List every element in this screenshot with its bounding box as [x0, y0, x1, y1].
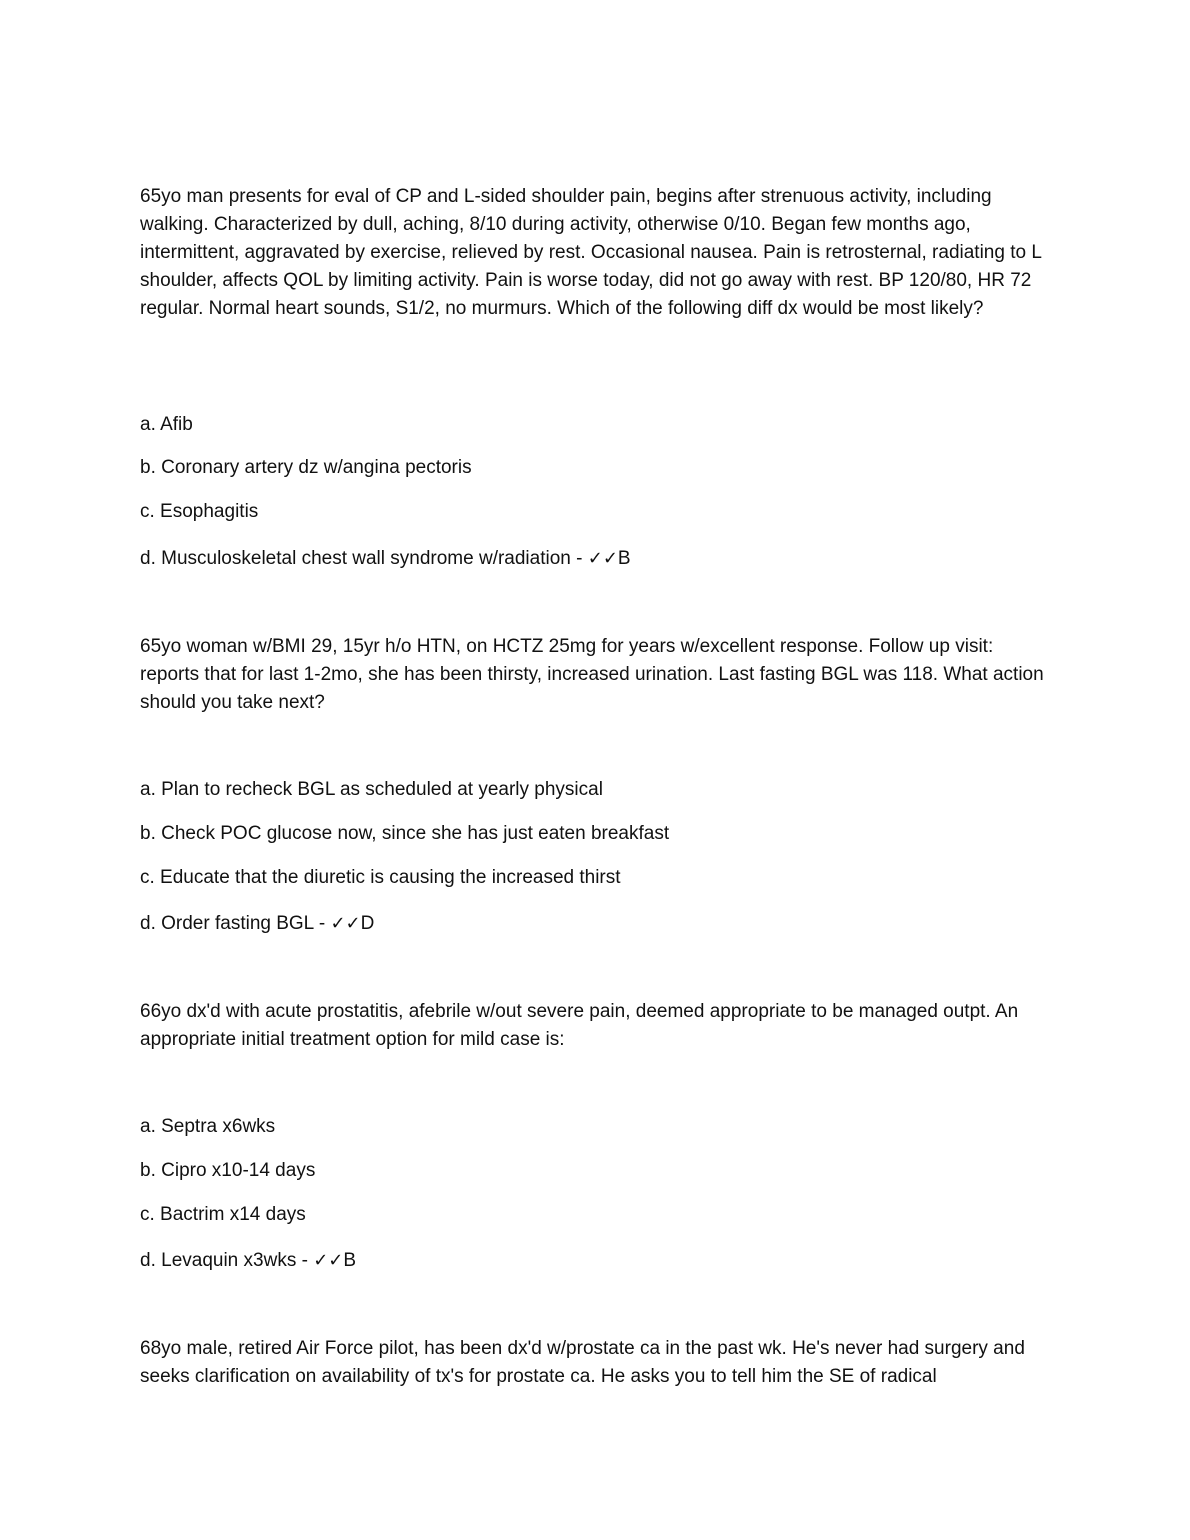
question-1-option-a: a. Afib	[140, 414, 193, 435]
question-2-answer: D	[360, 913, 375, 934]
question-2-option-d	[140, 910, 374, 938]
question-3-answer: B	[343, 1250, 357, 1271]
question-3-stem: 66yo dx'd with acute prostatitis, afebrile w/out severe pain, deemed appropriate to be managed outpt. An appropriate initial treatment option for mild case is:	[140, 1001, 1019, 1050]
checkmark-icon: ✓✓	[587, 548, 618, 569]
question-3-option-c: c. Bactrim x14 days	[140, 1204, 306, 1225]
question-3-option-d	[140, 1247, 356, 1275]
question-1-answer: B	[617, 548, 631, 569]
checkmark-icon: ✓✓	[330, 913, 361, 934]
question-2-stem: 65yo woman w/BMI 29, 15yr h/o HTN, on HCTZ 25mg for years w/excellent response. Follow up visit: reports that for last 1-2mo, she has been thirsty, increased urination. Last fasting BGL was 118. What action should you take next?	[140, 636, 1044, 713]
question-2-option-d-text: d. Order fasting BGL -	[140, 913, 331, 934]
question-2-option-a: a. Plan to recheck BGL as scheduled at yearly physical	[140, 779, 603, 800]
question-1-stem: 65yo man presents for eval of CP and L-sided shoulder pain, begins after strenuous activity, including walking. Characterized by dull, aching, 8/10 during activity, otherwise 0/10. Began few months ago, intermittent, aggravated by exercise, relieved by rest. Occasional nausea. Pain is retrosternal, radiating to L shoulder, affects QOL by limiting activity. Pain is worse today, did not go away with rest. BP 120/80, HR 72 regular. Normal heart sounds, S1/2, no murmurs. Which of the following diff dx would be most likely?	[140, 186, 1042, 319]
question-1-option-d-text: d. Musculoskeletal chest wall syndrome w/radiation -	[140, 548, 588, 569]
question-2-option-b: b. Check POC glucose now, since she has just eaten breakfast	[140, 823, 670, 844]
question-2-option-c: c. Educate that the diuretic is causing the increased thirst	[140, 867, 621, 888]
checkmark-icon: ✓✓	[313, 1250, 344, 1271]
question-3-option-a: a. Septra x6wks	[140, 1116, 276, 1137]
question-1-option-b: b. Coronary artery dz w/angina pectoris	[140, 457, 472, 478]
question-4-stem: 68yo male, retired Air Force pilot, has been dx'd w/prostate ca in the past wk. He's never had surgery and seeks clarification on availability of tx's for prostate ca. He asks you to tell him the SE of radical	[140, 1338, 1025, 1387]
question-1-option-d	[140, 545, 631, 573]
question-3-option-b: b. Cipro x10-14 days	[140, 1160, 316, 1181]
question-1-option-c: c. Esophagitis	[140, 501, 259, 522]
question-3-option-d-text: d. Levaquin x3wks -	[140, 1250, 314, 1271]
